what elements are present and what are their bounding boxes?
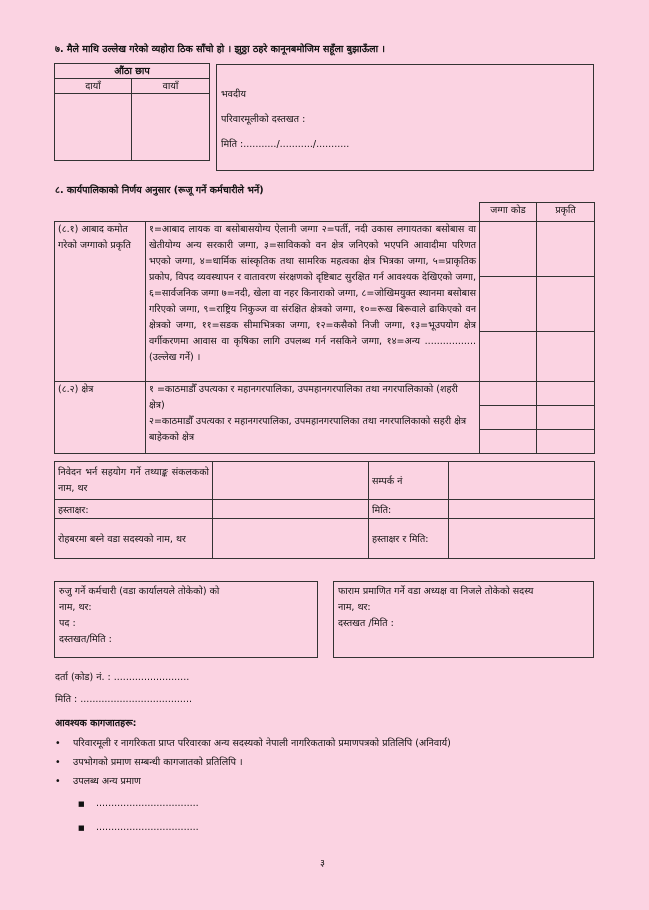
verifier-title: रुजु गर्ने कर्मचारी (वडा कार्यालयले तोकेको) को <box>59 586 220 597</box>
data-collector-table <box>54 461 595 559</box>
land-code-cell[interactable] <box>480 277 537 332</box>
page-number: ३ <box>320 858 325 869</box>
land-code-cell[interactable] <box>480 430 537 454</box>
sign-date[interactable]: मिति :.........../.........../........... <box>221 139 350 150</box>
bullet-icon: • <box>55 738 61 749</box>
ward-member-field[interactable] <box>213 519 369 559</box>
square-bullet-icon: ■ <box>78 824 85 832</box>
section7-heading: ७. मैले माथि उल्लेख गरेको व्यहोरा ठिक साँचो हो । झुठ्ठा ठहरे कानूनबमोजिम सहूँला बुझाऊँला । <box>55 44 385 55</box>
verifier-sign[interactable]: दस्तखत/मिति : <box>59 634 112 645</box>
nature-cell[interactable] <box>537 277 595 332</box>
registration-date[interactable]: मिति : ..................................... <box>55 694 192 705</box>
bullet-icon: • <box>55 776 61 787</box>
ward-chair-sign[interactable]: दस्तखत /मिति : <box>338 618 394 629</box>
verifier-box <box>54 581 318 658</box>
thumb-left-box[interactable] <box>132 94 210 161</box>
area-option-rural: २=काठमाडौँ उपत्यका र महानगरपालिका, उपमहानगरपालिका तथा नगरपालिकाको सहरी क्षेत्र बाहेकको क्षेत्र <box>149 416 467 443</box>
land-code-cell[interactable] <box>480 382 537 406</box>
row-land-nature-text: १=आबाद लायक वा बसोबासयोग्य ऐलानी जग्गा २=पर्ती, नदी उकास लगायतका बसोबास वा खेतीयोग्य अन्य सरकारी जग्गा, ३=साविकको वन क्षेत्र जनिएको भएपनि आवादीमा परिणत भएको जग्गा, ४=धार्मिक सांस्कृतिक तथा सामरिक महत्वका क्षेत्र भित्रका जग्गा, ५=प्राकृतिक प्रकोप, विपद व्यवस्थापन र वातावरण संरक्षणको दृष्टिबाट सुरक्षित गर्न आवश्यक देखिएको जग्गा, ६=सार्वजनिक जग्गा ७=नदी, खेला वा नहर किनाराको जग्गा, ८=जोखिमयुक्त स्थानमा बसोबास गरिएको जग्गा, ९=राष्ट्रिय निकुञ्ज वा संरक्षित क्षेत्रको जग्गा, १०=रूख बिरूवाले ढाकिएको वन क्षेत्रको जग्गा, ११=सडक सीमाभित्रका जग्गा, १२=कसैको निजी जग्गा, १३=भूउपयोग क्षेत्र वर्गीकरणमा आवास वा कृषिका लागि उपलब्ध गर्न नसकिने जग्गा, १४=अन्य ................. (उल्लेख गर्ने) । <box>146 222 480 382</box>
row-area-text <box>146 382 480 454</box>
verifier-post[interactable]: पद : <box>59 618 76 629</box>
ward-chair-name[interactable]: नाम, थर: <box>338 602 371 613</box>
nature-cell[interactable] <box>537 222 595 277</box>
documents-heading: आवश्यक कागजातहरू: <box>55 718 137 729</box>
yours-text: भवदीय <box>221 89 246 100</box>
other-evidence-2[interactable]: ■ .................................. <box>78 822 199 833</box>
documents-list <box>55 736 615 793</box>
contact-label: सम्पर्क नं <box>369 462 449 500</box>
thumb-left-label: वायाँ <box>132 79 210 94</box>
col-nature: प्रकृति <box>537 203 595 222</box>
verifier-name[interactable]: नाम, थर: <box>59 602 92 613</box>
bullet-icon: • <box>55 757 61 768</box>
sign-date-label: हस्ताक्षर र मिति: <box>369 519 449 559</box>
contact-field[interactable] <box>449 462 595 500</box>
area-option-urban: १ =काठमाडौँ उपत्यका र महानगरपालिका, उपमहानगरपालिका तथा नगरपालिकाको (शहरी क्षेत्र) <box>149 384 458 411</box>
thumbprint-table <box>54 63 210 161</box>
thumb-right-label: दायाँ <box>55 79 132 94</box>
ward-chair-box <box>333 581 594 658</box>
nature-cell[interactable] <box>537 332 595 382</box>
signature-field[interactable] <box>213 500 369 519</box>
sign-date-field[interactable] <box>449 519 595 559</box>
land-code-cell[interactable] <box>480 332 537 382</box>
nature-cell[interactable] <box>537 430 595 454</box>
list-item: • उपलब्ध अन्य प्रमाण <box>55 776 141 787</box>
square-bullet-icon: ■ <box>78 800 85 808</box>
date-label: मिति: <box>369 500 449 519</box>
nature-cell[interactable] <box>537 406 595 430</box>
date-field[interactable] <box>449 500 595 519</box>
ward-chair-title: फाराम प्रमाणित गर्ने वडा अध्यक्ष वा निजले तोकेको सदस्य <box>338 586 534 597</box>
other-evidence-1[interactable]: ■ .................................. <box>78 798 199 809</box>
family-head-sign[interactable]: परिवारमूलीको दस्तखत : <box>221 114 306 125</box>
list-item: • उपभोगको प्रमाण सम्बन्धी कागजातको प्रतिलिपि । <box>55 757 243 768</box>
col-land-code: जग्गा कोड <box>480 203 537 222</box>
land-code-cell[interactable] <box>480 406 537 430</box>
registration-number[interactable]: दर्ता (कोड) नं. : ......................... <box>55 672 190 683</box>
land-code-cell[interactable] <box>480 222 537 277</box>
row-area-label: (८.२) क्षेत्र <box>55 382 146 454</box>
applicant-sign-box <box>216 64 594 171</box>
signature-label: हस्ताक्षर: <box>55 500 213 519</box>
collector-name-field[interactable] <box>213 462 369 500</box>
decision-table <box>54 202 595 454</box>
ward-member-label: रोहबरमा बस्ने वडा सदस्यको नाम, थर <box>55 519 213 559</box>
row-land-nature-label: (८.१) आबाद कमोत गरेको जग्गाको प्रकृति <box>55 222 146 382</box>
thumbprint-title: औंठा छाप <box>55 64 210 79</box>
thumb-right-box[interactable] <box>55 94 132 161</box>
nature-cell[interactable] <box>537 382 595 406</box>
collector-name-label: निवेदन भर्न सहयोग गर्ने तथ्याङ्क संकलकको नाम, थर <box>55 462 213 500</box>
list-item: • परिवारमूली र नागरिकता प्राप्त परिवारका अन्य सदस्यको नेपाली नागरिकताको प्रमाणपत्रको प्रतिलिपि (अनिवार्य) <box>55 738 451 749</box>
section8-heading: ८. कार्यपालिकाको निर्णय अनुसार (रूजू गर्ने कर्मचारीले भर्ने) <box>55 185 264 196</box>
